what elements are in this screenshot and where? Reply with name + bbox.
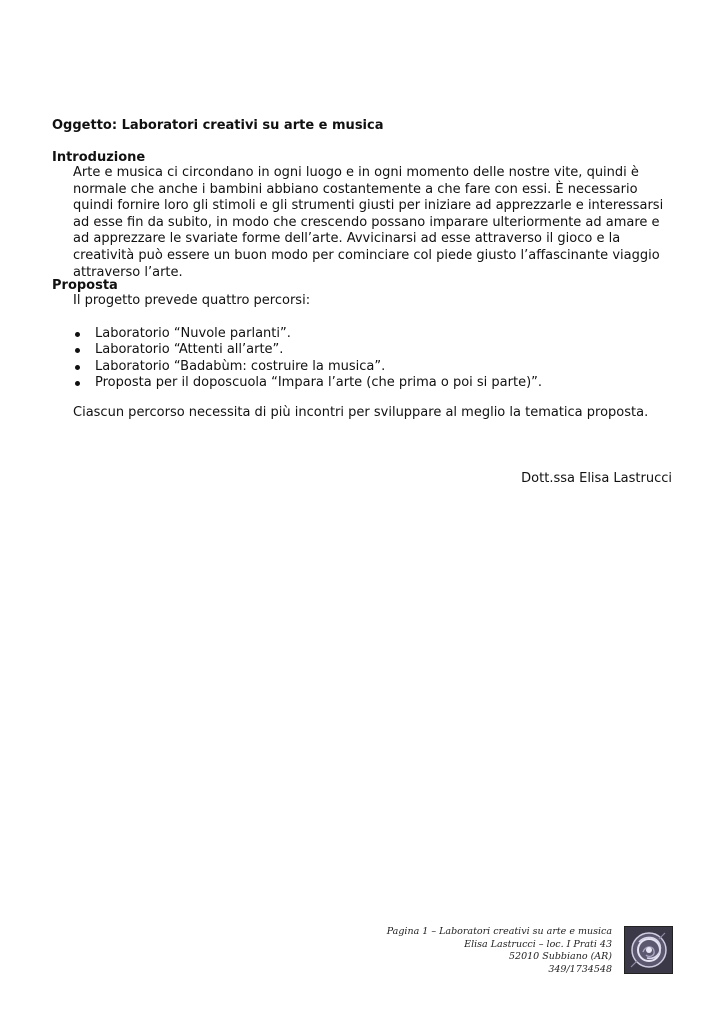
proposal-lead-text: Il progetto prevede quattro percorsi:	[73, 293, 311, 308]
bullet-icon	[75, 381, 80, 386]
footer-phone: 349/1734548	[548, 963, 612, 975]
list-item-text: Laboratorio “Nuvole parlanti”.	[95, 326, 291, 341]
proposal-heading: Proposta	[52, 278, 118, 293]
introduction-text: Arte e musica ci circondano in ogni luogo e in ogni momento delle nostre vite, quindi è normale che anche i bambini abbiano costantemente a che fare con essi. È necessario quindi fornire loro gli stimoli e gli strumenti giusti per iniziare ad apprezzarle e interessarsi ad esse fin da subito, in modo che crescendo possano imparare ulteriormente ad amare e ad apprezzare le svariate forme dell’arte. Avvicinarsi ad esse attraverso il gioco e la creatività può essere un buon modo per cominciare col piede giusto l’affascinante viaggio attraverso l’arte.	[73, 165, 664, 280]
footer-city: 52010 Subbiano (AR)	[508, 951, 612, 962]
list-item	[73, 375, 542, 391]
bullet-icon	[75, 365, 80, 370]
proposal-list	[73, 326, 542, 391]
footer-page-line: Pagina 1 – Laboratori creativi su arte e musica	[386, 926, 612, 937]
list-item-text: Laboratorio “Attenti all’arte”.	[95, 342, 284, 358]
signature: Dott.ssa Elisa Lastrucci	[521, 471, 672, 486]
closing-text: Ciascun percorso necessita di più incontri per sviluppare al meglio la tematica proposta.	[73, 405, 649, 420]
introduction-paragraph	[73, 165, 673, 281]
logo-icon	[624, 926, 673, 974]
footer-author-address: Elisa Lastrucci – loc. I Prati 43	[464, 938, 612, 950]
list-item-text: Proposta per il doposcuola “Impara l’arte (che prima o poi si parte)”.	[95, 374, 543, 390]
bullet-icon	[75, 348, 80, 353]
page-footer	[387, 926, 612, 976]
introduction-heading: Introduzione	[52, 150, 146, 165]
list-item	[73, 359, 542, 375]
bullet-icon	[75, 332, 80, 337]
list-item	[73, 326, 542, 342]
list-item	[73, 342, 542, 358]
document-subject: Oggetto: Laboratori creativi su arte e musica	[52, 118, 384, 133]
list-item-text: Laboratorio “Badabùm: costruire la musica”.	[95, 358, 386, 374]
logo-graphic	[625, 927, 672, 973]
